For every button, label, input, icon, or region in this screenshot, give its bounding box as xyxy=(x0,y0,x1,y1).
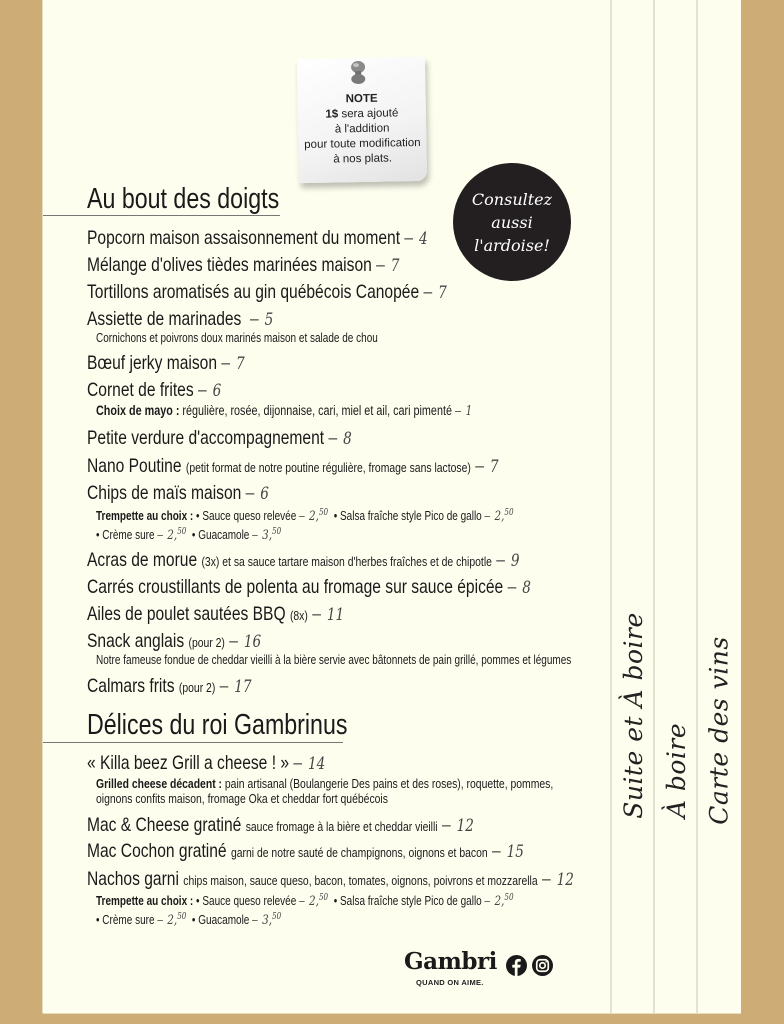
tab-carte-des-vins[interactable]: Carte des vins xyxy=(705,636,734,825)
dip-options: • Crème sure – 2,50 • Guacamole – 3,50 xyxy=(96,912,282,928)
badge-line2: aussi xyxy=(491,212,533,232)
tab-a-boire[interactable]: À boire xyxy=(662,722,692,819)
item-description: Notre fameuse fondue de cheddar vieilli à la bière servie avec bâtonnets de pain grillé, pommes et légumes xyxy=(96,653,572,667)
badge-line1: Consultez xyxy=(471,189,553,209)
note-line2: à l'addition xyxy=(334,122,390,136)
menu-item: Calmars frits (pour 2) – 17 xyxy=(87,675,252,697)
menu-item: Bœuf jerky maison – 7 xyxy=(87,352,245,374)
item-description: Cornichons et poivrons doux marinés maison et salade de chou xyxy=(96,331,378,345)
section-title-delices-du-roi-gambrinus: Délices du roi Gambrinus xyxy=(87,709,348,741)
pushpin-icon xyxy=(349,60,367,86)
note-line1: sera ajouté xyxy=(338,107,399,121)
instagram-icon[interactable] xyxy=(532,955,553,976)
section-underline xyxy=(43,215,280,216)
menu-item: Nano Poutine (petit format de notre poutine régulière, fromage sans lactose) – 7 xyxy=(87,455,499,477)
note-line4: à nos plats. xyxy=(333,152,393,166)
menu-item: Nachos garni chips maison, sauce queso, bacon, tomates, oignons, poivrons et mozzarella – 12 xyxy=(87,868,574,890)
note-title: NOTE xyxy=(345,92,378,106)
note-amount: 1$ xyxy=(325,108,339,121)
menu-item: Popcorn maison assaisonnement du moment – 4 xyxy=(87,227,428,249)
item-description: Grilled cheese décadent : pain artisanal (Boulangerie Des pains et des roses), roquette, pommes, xyxy=(96,776,554,791)
tagline: QUAND ON AIME. xyxy=(416,978,484,987)
tab-divider xyxy=(653,0,655,1013)
menu-item: Mélange d'olives tièdes marinées maison – 7 xyxy=(87,254,400,276)
section-title-au-bout-des-doigts: Au bout des doigts xyxy=(87,183,280,215)
menu-item: Ailes de poulet sautées BBQ (8x) – 11 xyxy=(87,603,345,625)
tab-divider xyxy=(696,0,698,1013)
tab-suite-et-a-boire[interactable]: Suite et À boire xyxy=(619,612,649,819)
badge-line3: l'ardoise! xyxy=(474,235,550,255)
menu-item: Snack anglais (pour 2) – 16 xyxy=(87,630,262,652)
menu-item: Chips de maïs maison – 6 xyxy=(87,482,269,504)
item-description: oignons confits maison, fromage Oka et cheddar fort québécois xyxy=(96,791,388,806)
dip-options: • Crème sure – 2,50 • Guacamole – 3,50 xyxy=(96,527,282,543)
item-option: Choix de mayo : régulière, rosée, dijonnaise, cari, miel et ail, cari pimenté – 1 xyxy=(96,403,473,419)
note-text xyxy=(298,91,427,168)
sticky-note xyxy=(297,57,427,183)
menu-item: Tortillons aromatisés au gin québécois Canopée – 7 xyxy=(87,281,447,303)
facebook-icon[interactable] xyxy=(506,955,527,976)
menu-item: Acras de morue (3x) et sa sauce tartare maison d'herbes fraîches et de chipotle – 9 xyxy=(87,549,520,571)
dip-options: Trempette au choix : • Sauce queso relevée – 2,50 • Salsa fraîche style Pico de gallo – 2,50 xyxy=(96,893,514,909)
menu-item: Mac & Cheese gratiné sauce fromage à la bière et cheddar vieilli – 12 xyxy=(87,814,474,836)
menu-item: Assiette de marinades – 5 xyxy=(87,308,274,330)
note-line3: pour toute modification xyxy=(304,136,421,152)
gambri-logo: Gambri xyxy=(404,948,497,975)
menu-item: Cornet de frites – 6 xyxy=(87,379,222,401)
menu-item: Petite verdure d'accompagnement – 8 xyxy=(87,427,352,449)
menu-item: « Killa beez Grill a cheese ! » – 14 xyxy=(87,752,326,774)
menu-item: Carrés croustillants de polenta au fromage sur sauce épicée – 8 xyxy=(87,576,531,598)
dip-options: Trempette au choix : • Sauce queso relevée – 2,50 • Salsa fraîche style Pico de gallo – 2,50 xyxy=(96,508,514,524)
menu-item: Mac Cochon gratiné garni de notre sauté de champignons, oignons et bacon – 15 xyxy=(87,840,524,862)
section-underline xyxy=(43,742,343,743)
